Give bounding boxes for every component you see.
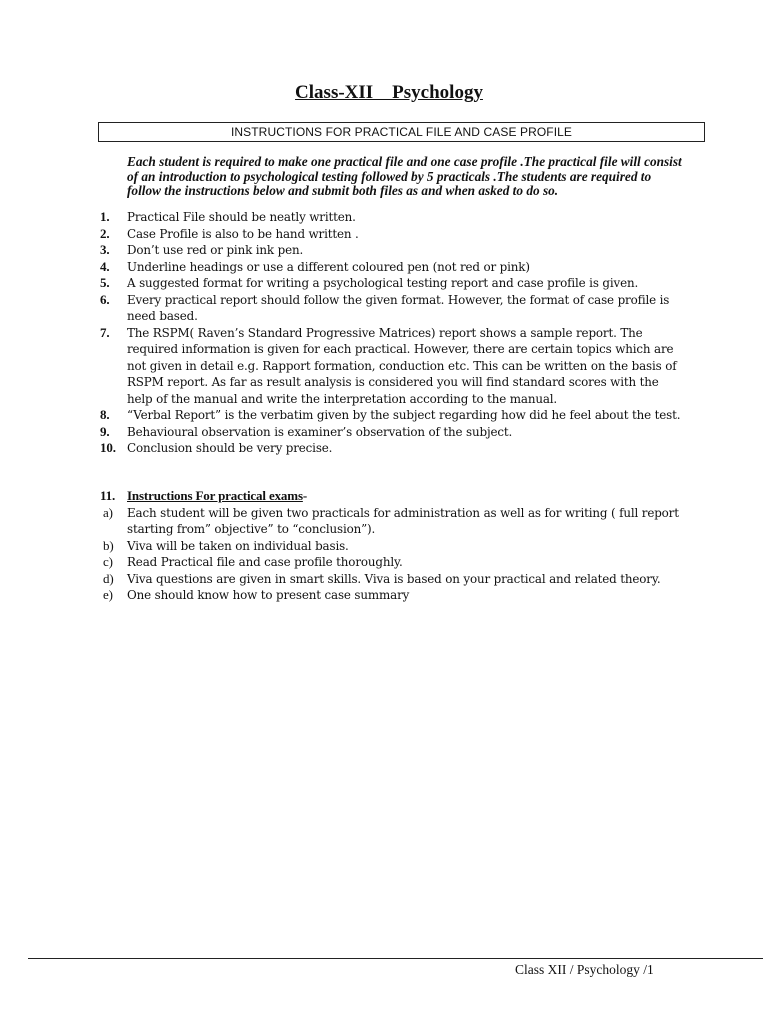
list-item xyxy=(0,505,687,538)
exam-heading-label: Instructions For practical exams xyxy=(127,488,303,503)
instructions-heading-box: INSTRUCTIONS FOR PRACTICAL FILE AND CASE PROFILE xyxy=(98,122,705,142)
list-item-text: Behavioural observation is examiner’s observation of the subject. xyxy=(127,424,513,439)
list-item-number: 1. xyxy=(100,209,110,224)
list-item-number: 11. xyxy=(100,488,116,503)
list-item xyxy=(0,259,687,276)
list-item xyxy=(0,440,687,457)
list-item-letter: d) xyxy=(103,570,114,586)
list-item xyxy=(0,424,687,441)
list-item xyxy=(0,571,687,588)
instructions-list xyxy=(0,209,768,457)
list-item-text: A suggested format for writing a psychological testing report and case profile is given. xyxy=(127,276,639,290)
list-item xyxy=(0,325,687,408)
list-item-number: 10. xyxy=(100,440,116,455)
intro-paragraph: Each student is required to make one practical file and one case profile .The practical file will consist of an introduction to psychological testing followed by 5 practicals .The students are required to follow the instructions below and submit both files as and when asked to do so. xyxy=(127,154,682,198)
list-item-text: Practical File should be neatly written. xyxy=(127,210,356,224)
list-item-text: Every practical report should follow the given format. However, the format of case profile is need based. xyxy=(127,292,670,323)
list-item-number: 9. xyxy=(100,423,110,439)
exam-heading-suffix: - xyxy=(302,488,308,503)
list-item-letter: e) xyxy=(103,587,113,602)
list-item xyxy=(0,209,687,226)
list-item xyxy=(0,226,687,243)
list-item xyxy=(0,538,687,555)
list-item-number: 2. xyxy=(100,225,110,241)
exam-section-heading xyxy=(0,488,687,505)
list-item xyxy=(0,587,687,604)
list-item-number: 8. xyxy=(100,407,110,422)
list-item-letter: a) xyxy=(103,504,113,520)
page-title: Class-XII Psychology xyxy=(295,82,483,103)
list-item-text: Case Profile is also to be hand written . xyxy=(127,226,359,241)
list-item-number: 7. xyxy=(100,324,110,340)
list-item-text: Read Practical file and case profile thoroughly. xyxy=(127,555,403,569)
list-item xyxy=(0,242,687,259)
list-item-text: “Verbal Report” is the verbatim given by the subject regarding how did he feel about the test. xyxy=(127,408,681,422)
exam-instructions-list xyxy=(0,488,768,604)
footer-divider xyxy=(28,958,763,959)
list-item-number: 3. xyxy=(100,242,110,257)
list-item-text: Viva will be taken on individual basis. xyxy=(127,538,349,553)
list-item-text: Each student will be given two practicals for administration as well as for writing ( full report starting from” objective” to “conclusion”). xyxy=(127,505,679,536)
list-item-text: One should know how to present case summary xyxy=(127,588,410,602)
list-item xyxy=(0,292,687,325)
list-item-number: 4. xyxy=(100,258,110,274)
list-item xyxy=(0,275,687,292)
list-item-text: Underline headings or use a different coloured pen (not red or pink) xyxy=(127,259,530,274)
list-item-text: Viva questions are given in smart skills. Viva is based on your practical and related theory. xyxy=(127,571,661,586)
list-item xyxy=(0,407,687,424)
list-item xyxy=(0,554,687,571)
list-item-text: Don’t use red or pink ink pen. xyxy=(127,243,304,257)
list-item-letter: c) xyxy=(103,554,113,569)
exam-heading-text xyxy=(127,488,307,503)
list-item-text: Conclusion should be very precise. xyxy=(127,441,333,455)
page-footer: Class XII / Psychology /1 xyxy=(515,962,654,977)
list-item-number: 6. xyxy=(100,291,110,307)
list-item-text: The RSPM( Raven’s Standard Progressive Matrices) report shows a sample report. The required information is given for each practical. However, there are certain topics which are not given in detail e.g. Rapport formation, conduction etc. This can be written on the basis of RSPM report. As far as result analysis is considered you will find standard scores with the help of the manual and write the interpretation according to the manual. xyxy=(127,325,677,406)
list-item-letter: b) xyxy=(103,537,114,553)
list-item-number: 5. xyxy=(100,275,110,290)
